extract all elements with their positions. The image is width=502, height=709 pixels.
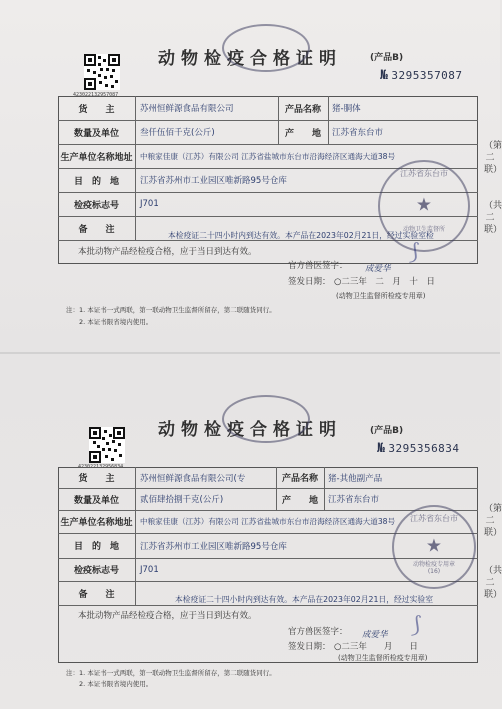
label-remarks: 备 注 bbox=[78, 224, 115, 235]
qr-code-icon bbox=[89, 427, 125, 463]
certificate-2 bbox=[0, 355, 500, 709]
qr-code-number: 423022132956834 bbox=[78, 464, 124, 470]
note-2: 2. 本证书限省境内使用。 bbox=[66, 680, 153, 688]
copy-indicator: （第二联） bbox=[484, 141, 502, 175]
official-seal bbox=[392, 505, 476, 589]
value-owner: 苏州恒鲜源食品有限公司 bbox=[140, 104, 234, 114]
label-destination: 目 的 地 bbox=[73, 176, 119, 187]
certificate-title: 动物检疫合格证明 bbox=[158, 420, 342, 440]
note-1: 注：1. 本证书一式两联，第一联动物卫生监督所留存，第二联随货同行。 bbox=[66, 669, 276, 677]
label-product: 产品名称 bbox=[284, 104, 321, 115]
value-quantity: 贰佰肆拾捌千克(公斤) bbox=[140, 495, 224, 505]
value-quarantine-mark: J701 bbox=[140, 199, 159, 209]
serial-value: 3295356834 bbox=[388, 442, 460, 455]
serial-prefix: № bbox=[377, 441, 386, 456]
value-destination: 江苏省苏州市工业园区唯新路95号仓库 bbox=[140, 176, 287, 186]
certificate-title-suffix: (产品B) bbox=[370, 426, 404, 436]
value-owner: 苏州恒鲜源食品有限公司(专 bbox=[140, 473, 246, 484]
issue-date: ○二三年 月 日 bbox=[334, 642, 418, 652]
serial-prefix: № bbox=[380, 68, 389, 83]
value-product: 猪-其他副产品 bbox=[328, 473, 383, 484]
vet-signature-name: 成爱华 bbox=[365, 264, 391, 274]
value-producer: 中粮家佳康（江苏）有限公司 江苏省盐城市东台市沿海经济区通海大道38号 bbox=[140, 151, 396, 161]
vet-signature-label: 官方兽医签字： bbox=[288, 261, 348, 271]
label-quarantine-mark: 检疫标志号 bbox=[73, 566, 119, 576]
note-2: 2. 本证书限省境内使用。 bbox=[66, 318, 153, 326]
seal-text: 江苏省东台市 bbox=[410, 514, 458, 523]
handwritten-signature: ⟆ bbox=[410, 240, 419, 265]
certificate-title: 动物检疫合格证明 bbox=[158, 49, 342, 69]
serial-number bbox=[380, 68, 463, 83]
label-destination: 目 的 地 bbox=[73, 542, 119, 552]
value-producer: 中粮家佳康（江苏）有限公司 江苏省盐城市东台市沿海经济区通海大道38号 bbox=[140, 517, 396, 526]
value-quarantine-mark: J701 bbox=[140, 564, 159, 575]
seal-subtext: 动物检疫专用章 bbox=[412, 561, 455, 568]
issue-date: ○二三年 二 月 十 日 bbox=[334, 277, 435, 287]
seal-number: (16) bbox=[427, 568, 441, 575]
vet-signature-name: 成爱华 bbox=[362, 630, 388, 640]
qr-code-icon bbox=[84, 54, 120, 90]
value-destination: 江苏省苏州市工业园区唯新路95号仓库 bbox=[140, 541, 287, 552]
value-origin: 江苏省东台市 bbox=[328, 495, 380, 505]
issue-date-label: 签发日期： bbox=[288, 642, 331, 652]
issue-organization: (动物卫生监督所检疫专用章) bbox=[336, 292, 426, 300]
statement-main: 本批动物产品经检疫合格，应于当日到达有效。 bbox=[78, 247, 257, 257]
handwritten-signature: ⟆ bbox=[412, 613, 421, 638]
statement-validity: 本检疫证二十四小时内到达有效。本产品在2023年02月21日，经过实验室 bbox=[175, 595, 433, 604]
value-product: 猪-胴体 bbox=[332, 104, 361, 114]
label-quarantine-mark: 检疫标志号 bbox=[73, 200, 119, 211]
qr-code-number: 423022132957087 bbox=[73, 92, 119, 98]
serial-number bbox=[377, 441, 460, 456]
title-seal bbox=[222, 395, 310, 443]
seal-subtext: 动物卫生监督所 bbox=[402, 226, 445, 233]
label-origin: 产 地 bbox=[284, 128, 321, 139]
seal-text: 江苏省东台市 bbox=[400, 169, 448, 178]
value-quantity: 叁仟伍佰千克(公斤) bbox=[140, 128, 215, 138]
label-producer: 生产单位名称地址 bbox=[60, 518, 133, 528]
official-seal bbox=[378, 160, 470, 252]
label-producer: 生产单位名称地址 bbox=[60, 152, 133, 163]
title-seal bbox=[222, 24, 310, 72]
fold-line bbox=[0, 352, 500, 354]
copy-total: （共二联） bbox=[484, 201, 502, 235]
label-remarks: 备 注 bbox=[78, 589, 115, 600]
vet-signature-label: 官方兽医签字： bbox=[288, 627, 348, 637]
label-product: 产品名称 bbox=[281, 474, 318, 484]
seal-star-icon: ★ bbox=[425, 535, 443, 557]
certificate-title-suffix: (产品B) bbox=[370, 53, 404, 63]
note-1: 注：1. 本证书一式两联，第一联动物卫生监督所留存，第二联随货同行。 bbox=[66, 306, 276, 314]
seal-star-icon: ★ bbox=[415, 194, 433, 216]
issue-date-label: 签发日期： bbox=[288, 277, 331, 287]
issue-organization: (动物卫生监督所检疫专用章) bbox=[338, 654, 428, 662]
serial-value: 3295357087 bbox=[391, 69, 463, 82]
copy-total: （共二联） bbox=[484, 566, 502, 600]
value-origin: 江苏省东台市 bbox=[332, 128, 384, 138]
label-owner: 货 主 bbox=[78, 474, 115, 484]
statement-validity: 本检疫证二十四小时内到达有效。本产品在2023年02月21日，经过实验室检 bbox=[168, 231, 434, 240]
copy-indicator: （第二联） bbox=[484, 504, 502, 538]
label-origin: 产 地 bbox=[281, 495, 318, 506]
certificate-1 bbox=[0, 0, 500, 350]
label-quantity: 数量及单位 bbox=[73, 128, 119, 139]
statement-main: 本批动物产品经检疫合格，应于当日到达有效。 bbox=[78, 611, 257, 621]
label-quantity: 数量及单位 bbox=[73, 495, 119, 506]
label-owner: 货 主 bbox=[78, 104, 115, 115]
